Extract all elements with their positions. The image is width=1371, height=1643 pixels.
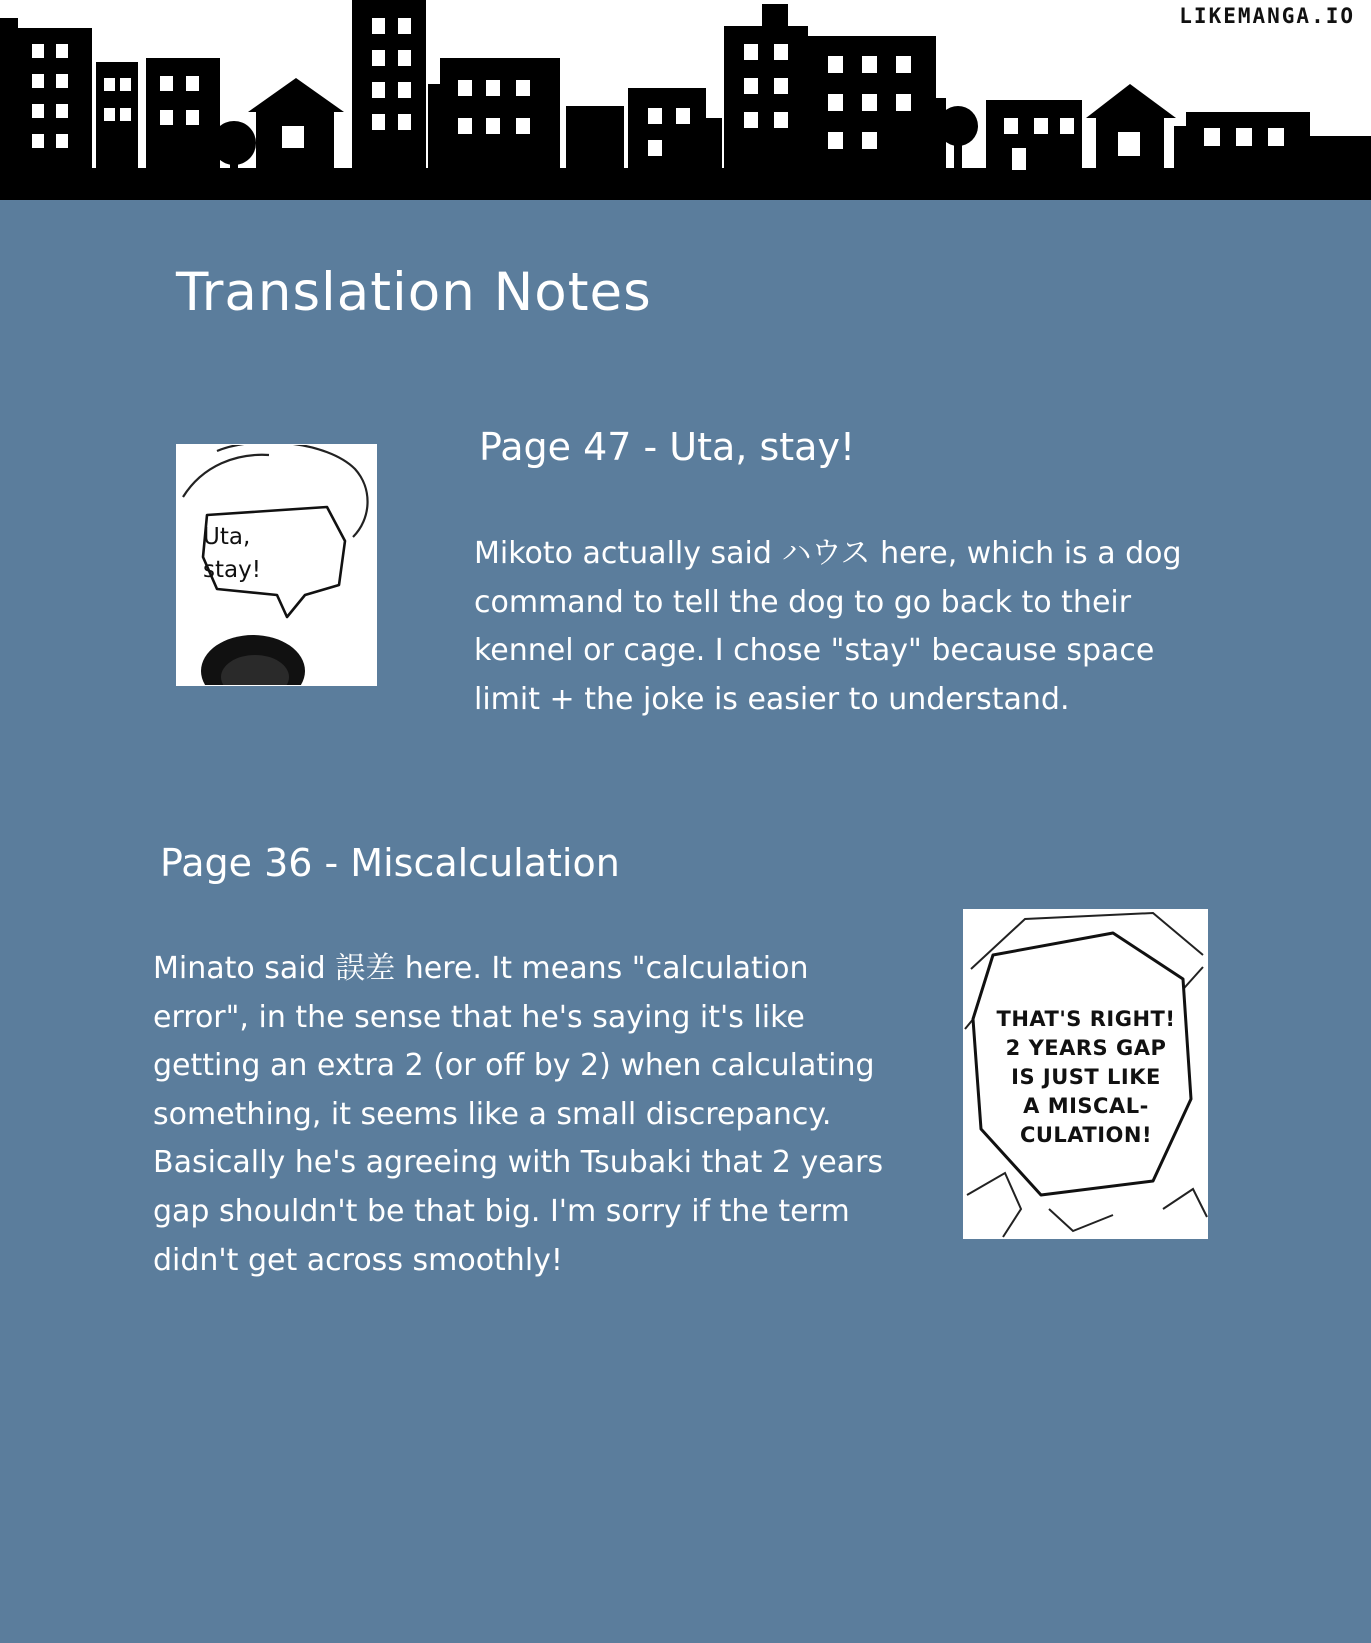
note-heading-2: Page 36 - Miscalculation	[160, 841, 620, 885]
manga-panel-miscalculation	[963, 909, 1208, 1239]
note-body-1: Mikoto actually said ハウス here, which is a dog command to tell the dog to go back to their kennel or cage. I chose "stay" because space limit + the joke is easier to understand.	[474, 536, 1182, 717]
site-watermark: LIKEMANGA.IO	[1179, 4, 1355, 28]
page-title: Translation Notes	[176, 262, 652, 323]
notes-content	[0, 200, 1371, 1643]
city-skyline-icon	[0, 0, 1371, 200]
manga-panel-uta-stay	[176, 444, 377, 686]
panel-bubble-text-1: Uta, stay!	[203, 524, 261, 583]
note-body-2: Minato said 誤差 here. It means "calculation error", in the sense that he's saying it's like getting an extra 2 (or off by 2) when calculating something, it seems like a small discrepancy. Basically he's agreeing with Tsubaki that 2 years gap shouldn't be that big. I'm sorry if the term didn't get across smoothly!	[153, 951, 884, 1278]
note-heading-1: Page 47 - Uta, stay!	[479, 425, 856, 469]
skyline-header	[0, 0, 1371, 200]
panel-bubble-text-2: THAT'S RIGHT! 2 YEARS GAP IS JUST LIKE A MISCAL- CULATION!	[996, 1007, 1176, 1147]
